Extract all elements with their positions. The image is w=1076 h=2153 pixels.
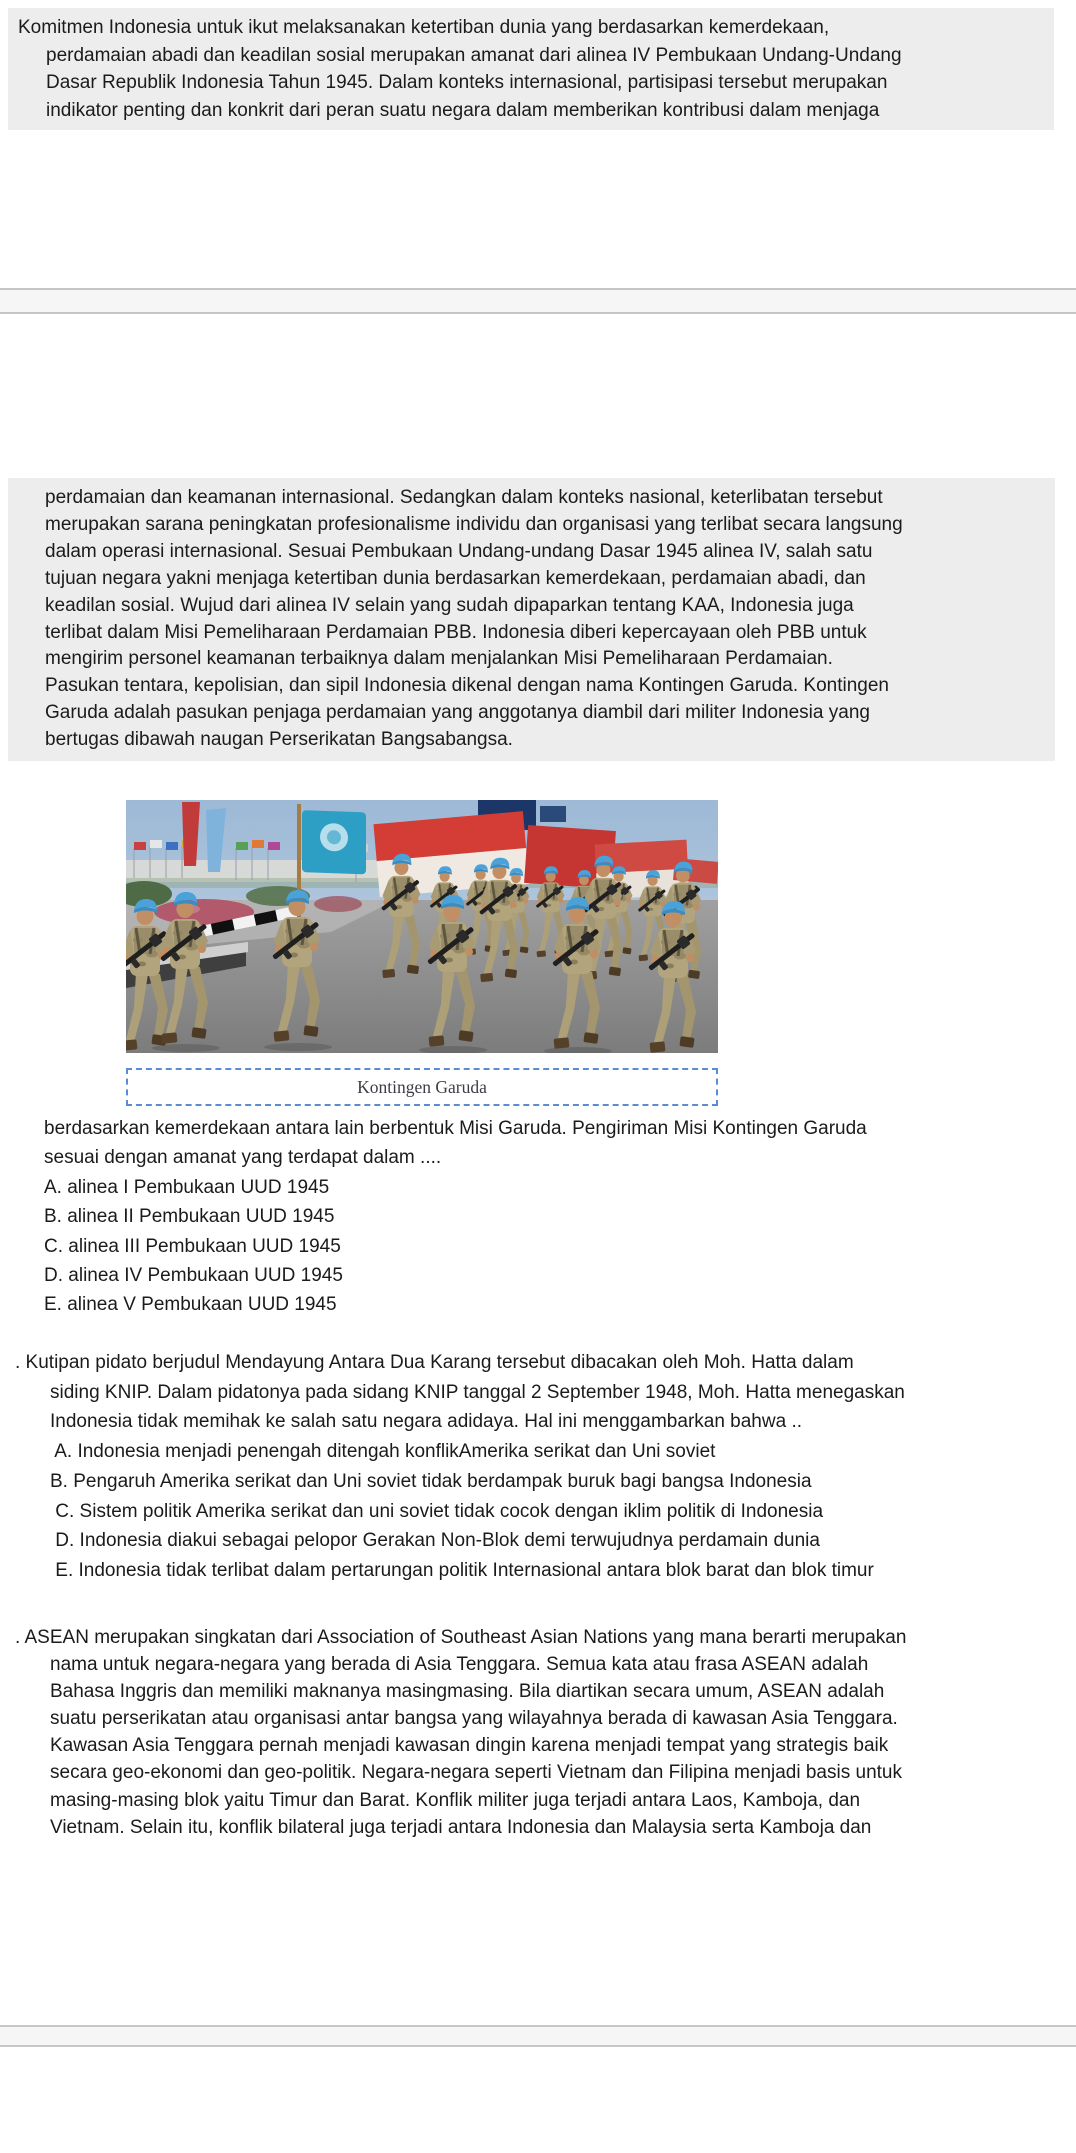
- passage-line: Komitmen Indonesia untuk ikut melaksanakan ketertiban dunia yang berdasarkan kemerdekaan,: [18, 17, 830, 38]
- passage-line: Pasukan tentara, kepolisian, dan sipil Indonesia dikenal dengan nama Kontingen Garuda. Kontingen: [45, 675, 889, 697]
- highlighted-passage-top: [8, 8, 1054, 130]
- answer-option: B. Pengaruh Amerika serikat dan Uni soviet tidak berdampak buruk bagi bangsa Indonesia: [50, 1470, 812, 1492]
- question-line: siding KNIP. Dalam pidatonya pada sidang KNIP tanggal 2 September 1948, Moh. Hatta menegaskan: [50, 1381, 905, 1403]
- answer-option: B. alinea II Pembukaan UUD 1945: [44, 1206, 335, 1228]
- question-garuda-text: [44, 1114, 867, 1173]
- kontingen-garuda-photo-art: [126, 800, 718, 1053]
- question-hatta: [15, 1348, 905, 1586]
- question-line: secara geo-ekonomi dan geo-politik. Negara-negara seperti Vietnam dan Filipina menjadi basis untuk: [50, 1762, 902, 1784]
- question-line: Indonesia tidak memihak ke salah satu negara adidaya. Hal ini menggambarkan bahwa ..: [50, 1411, 803, 1433]
- passage-line: merupakan sarana peningkatan profesionalisme individu dan organisasi yang terlibat secara langsung: [45, 513, 903, 535]
- answer-option: E. alinea V Pembukaan UUD 1945: [44, 1294, 337, 1316]
- question-line: berdasarkan kemerdekaan antara lain berbentuk Misi Garuda. Pengiriman Misi Kontingen Garuda: [44, 1118, 867, 1139]
- passage-line: terlibat dalam Misi Pemeliharaan Perdamaian PBB. Indonesia diberi kepercayaan oleh PBB untuk: [45, 621, 867, 643]
- question-hatta-text: [15, 1348, 905, 1437]
- passage-line: Garuda adalah pasukan penjaga perdamaian yang anggotanya diambil dari militer Indonesia yang: [45, 702, 870, 724]
- question-line: . ASEAN merupakan singkatan dari Association of Southeast Asian Nations yang mana berarti merupakan: [15, 1627, 907, 1648]
- answer-option: C. Sistem politik Amerika serikat dan uni soviet tidak cocok dengan iklim politik di Indonesia: [50, 1500, 824, 1522]
- question-line: masing-masing blok yaitu Timur dan Barat. Konflik militer juga terjadi antara Laos, Kamboja, dan: [50, 1789, 861, 1811]
- question-line: Vietnam. Selain itu, konflik bilateral juga terjadi antara Indonesia dan Malaysia serta Kamboja dan: [50, 1816, 872, 1838]
- photo-caption-text: Kontingen Garuda: [357, 1076, 487, 1097]
- question-line: Kawasan Asia Tenggara pernah menjadi kawasan dingin karena menjadi tempat yang strategis baik: [50, 1735, 889, 1757]
- question-line: . Kutipan pidato berjudul Mendayung Antara Dua Karang tersebut dibacakan oleh Moh. Hatta dalam: [15, 1352, 854, 1373]
- question-line: nama untuk negara-negara yang berada di Asia Tenggara. Semua kata atau frasa ASEAN adalah: [50, 1654, 869, 1676]
- passage-line: dalam operasi internasional. Sesuai Pembukaan Undang-undang Dasar 1945 alinea IV, salah satu: [45, 540, 873, 562]
- question-line: sesuai dengan amanat yang terdapat dalam ....: [44, 1147, 442, 1169]
- question-garuda-options: [44, 1173, 867, 1320]
- passage-line: keadilan sosial. Wujud dari alinea IV selain yang sudah dipaparkan tentang KAA, Indonesia juga: [45, 594, 854, 616]
- question-garuda: [44, 1114, 867, 1320]
- question-line: Bahasa Inggris dan memiliki maknanya masingmasing. Bila diartikan secara umum, ASEAN adalah: [50, 1681, 885, 1703]
- passage-line: tujuan negara yakni menjaga ketertiban dunia berdasarkan kemerdekaan, perdamaian abadi, dan: [45, 567, 866, 589]
- answer-option: A. Indonesia menjadi penengah ditengah konflikAmerika serikat dan Uni soviet: [50, 1441, 716, 1463]
- passage-line: perdamaian dan keamanan internasional. Sedangkan dalam konteks nasional, keterlibatan tersebut: [45, 487, 883, 508]
- passage-line: indikator penting dan konkrit dari peran suatu negara dalam memberikan kontribusi dalam menjaga: [46, 99, 880, 121]
- passage-line: mengirim personel keamanan terbaiknya dalam menjalankan Misi Pemeliharaan Perdamaian.: [45, 648, 833, 670]
- kontingen-garuda-photo: [126, 800, 718, 1053]
- photo-caption-box: [126, 1068, 718, 1106]
- answer-option: D. Indonesia diakui sebagai pelopor Gerakan Non-Blok demi terwujudnya perdamain dunia: [50, 1530, 820, 1552]
- page-break-gap: [0, 2025, 1076, 2047]
- highlighted-passage-main: [8, 478, 1055, 761]
- question-line: suatu perserikatan atau organisasi antar bangsa yang wilayahnya berada di kawasan Asia Tenggara.: [50, 1708, 898, 1730]
- question-asean-text: [15, 1624, 907, 1841]
- answer-option: D. alinea IV Pembukaan UUD 1945: [44, 1265, 343, 1287]
- passage-line: bertugas dibawah naugan Perserikatan Bangsabangsa.: [45, 729, 513, 751]
- question-hatta-options: [50, 1437, 905, 1586]
- page-break-gap: [0, 288, 1076, 314]
- passage-line: Dasar Republik Indonesia Tahun 1945. Dalam konteks internasional, partisipasi tersebut merupakan: [46, 72, 888, 93]
- answer-option: A. alinea I Pembukaan UUD 1945: [44, 1176, 330, 1198]
- passage-line: perdamaian abadi dan keadilan sosial merupakan amanat dari alinea IV Pembukaan Undang-Undang: [46, 44, 902, 66]
- answer-option: C. alinea III Pembukaan UUD 1945: [44, 1235, 341, 1257]
- question-asean: [15, 1624, 906, 1841]
- answer-option: E. Indonesia tidak terlibat dalam pertarungan politik Internasional antara blok barat dan blok timur: [50, 1559, 874, 1581]
- un-flag: [302, 810, 366, 874]
